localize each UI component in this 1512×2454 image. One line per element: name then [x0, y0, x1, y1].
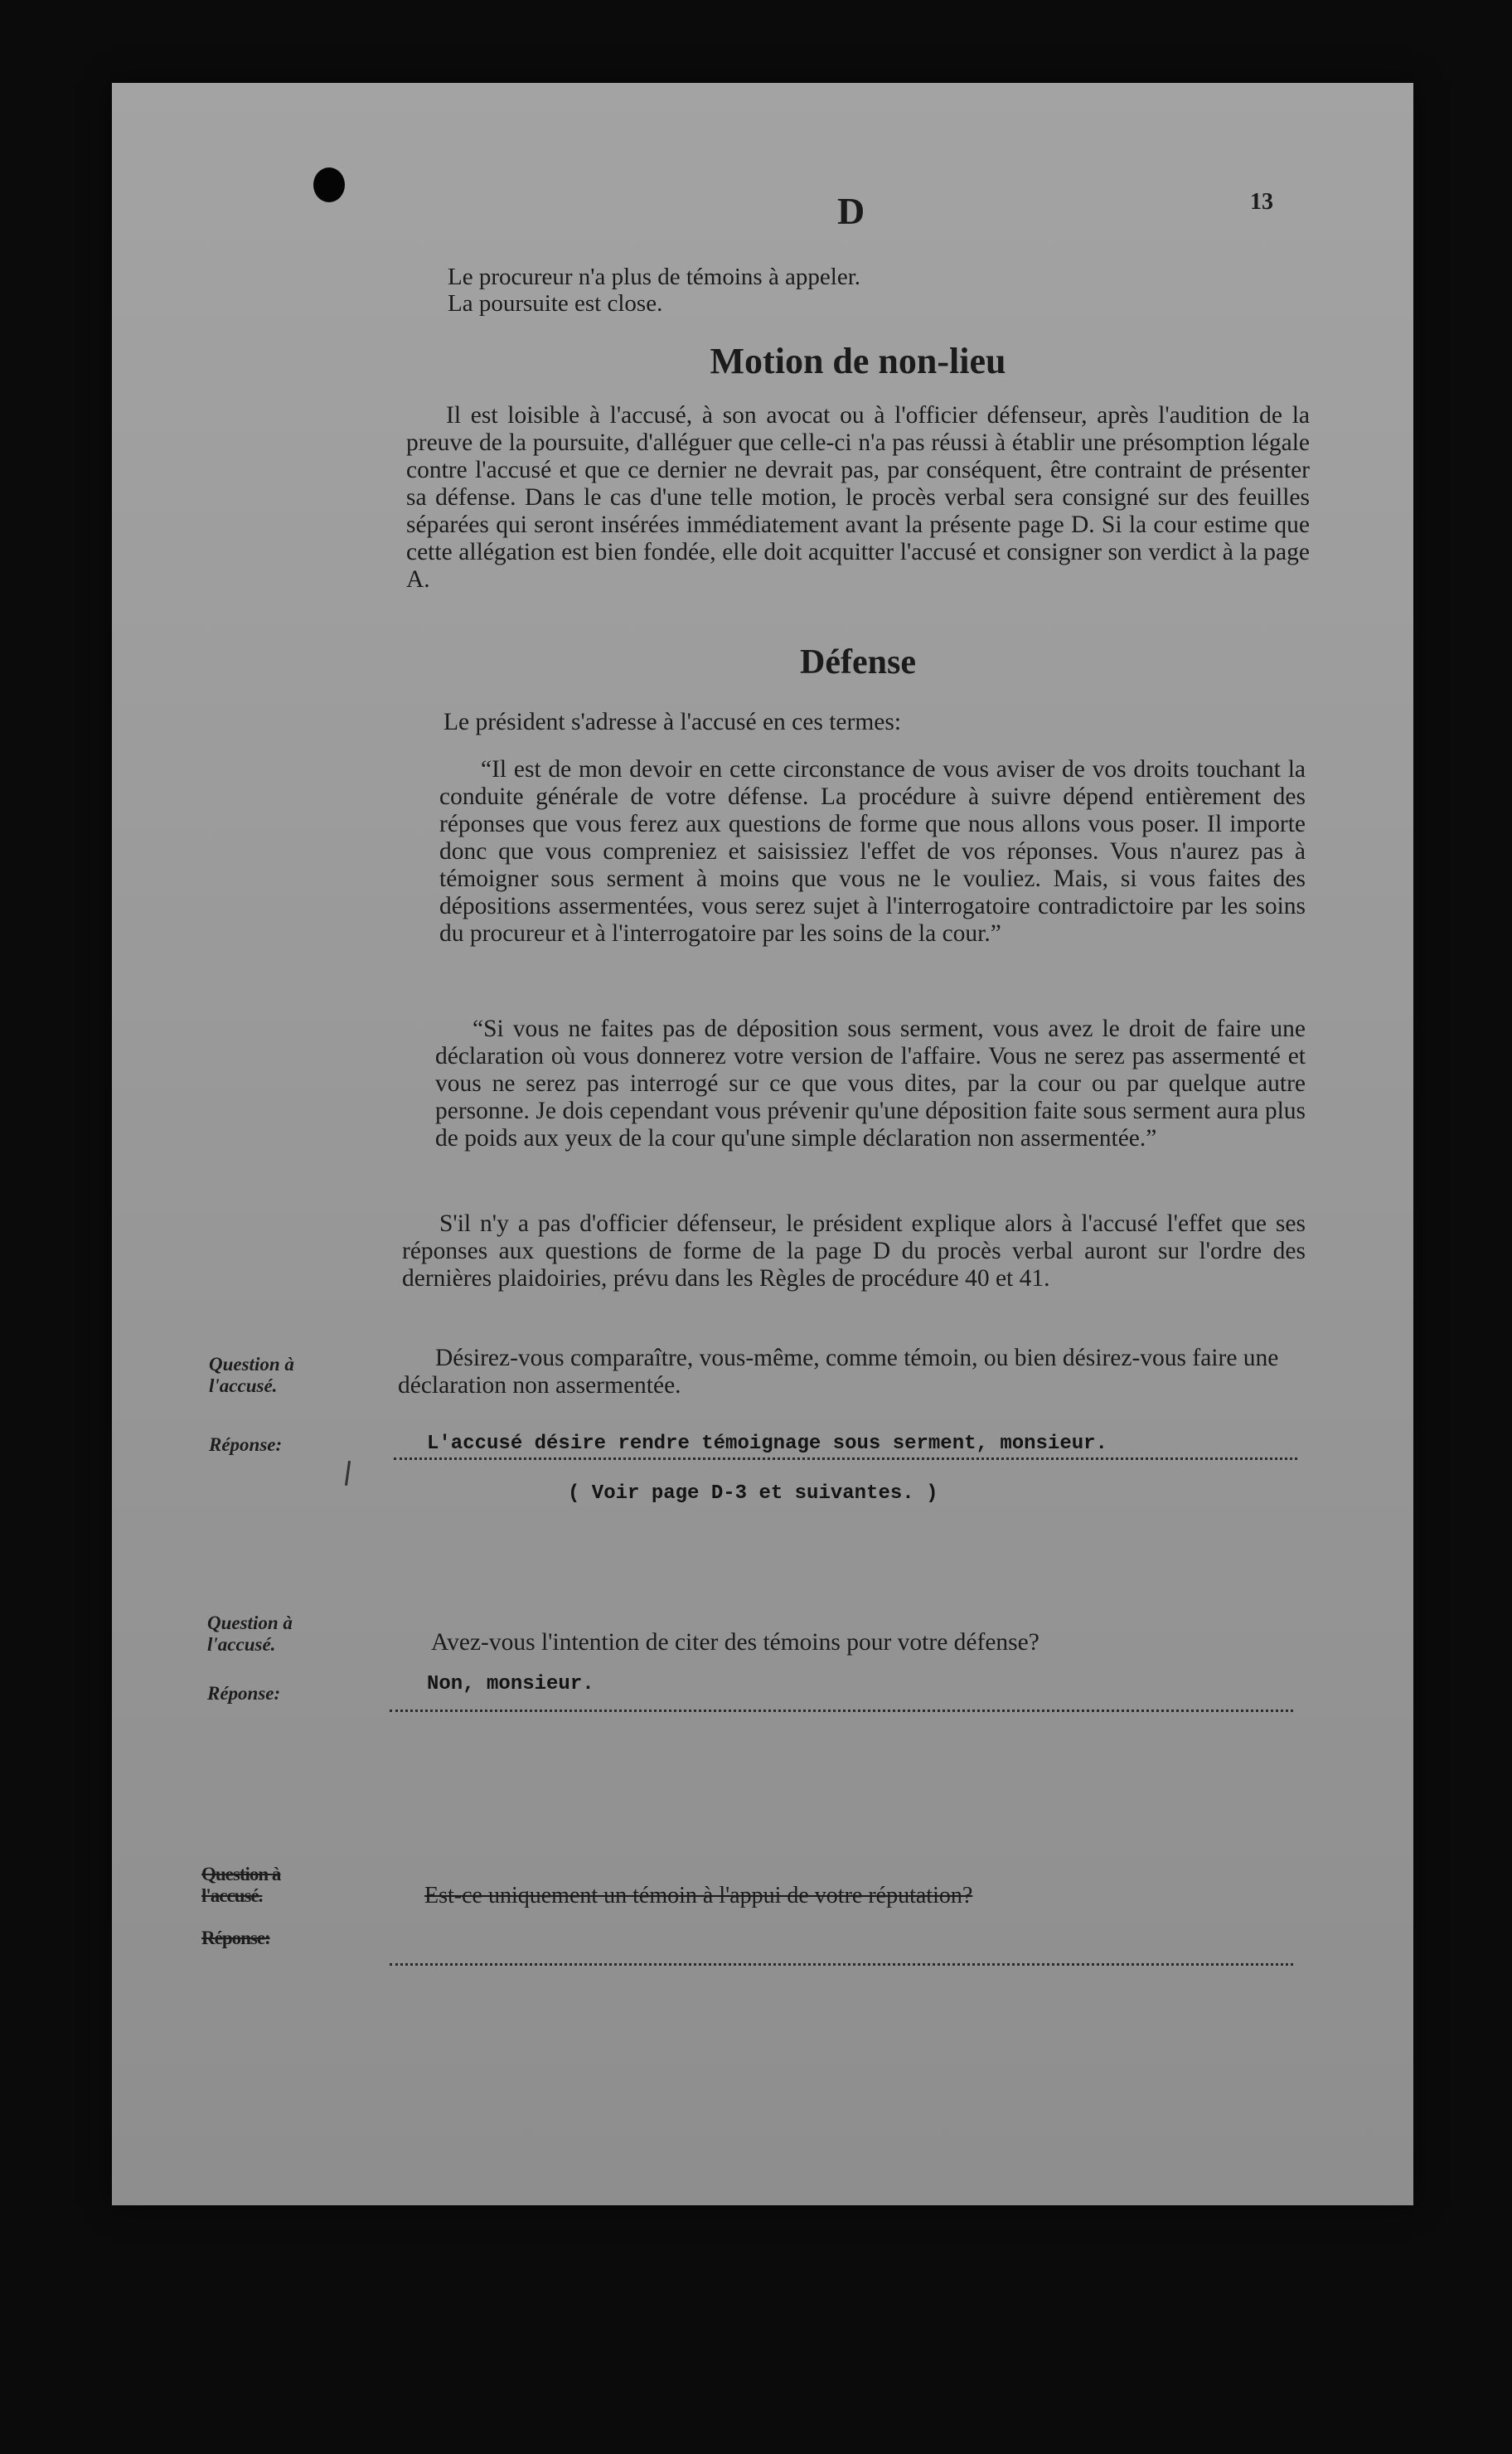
answer-line-2	[390, 1710, 1293, 1712]
president-intro: Le président s'adresse à l'accusé en ces termes:	[443, 709, 902, 735]
answer-2: Non, monsieur.	[427, 1673, 594, 1695]
answer-line-1	[394, 1457, 1297, 1460]
answer-1-note: ( Voir page D-3 et suivantes. )	[568, 1482, 938, 1505]
motion-paragraph: Il est loisible à l'accusé, à son avocat ou à l'officier défenseur, après l'audition de la preuve de la poursuite, d'alléguer que celle-ci n'a pas réussi à établir une présomption légale contre l'accusé et que ce dernier ne devrait pas, par conséquent, être contraint de présenter sa défense. Dans le cas d'une telle motion, le procès verbal sera consigné sur des feuilles séparées qui seront insérées immédiatement avant la présente page D. Si la cour estime que cette allégation est bien fondée, elle doit acquitter l'accusé et consigner son verdict à la page A.	[406, 402, 1310, 593]
motion-heading: Motion de non-lieu	[710, 341, 1006, 381]
president-quote-2: “Si vous ne faites pas de déposition sous serment, vous avez le droit de faire une déclaration où vous donnerez votre version de l'affaire. Vous ne serez pas assermenté et vous ne serez pas interrogé sur ce que vous dites, par la cour ou par quelque autre personne. Je dois cependant vous prévenir qu'une déposition faite sous serment aura plus de poids aux yeux de la cour qu'une simple déclaration non assermentée.”	[435, 1016, 1306, 1152]
intro-line-1: Le procureur n'a plus de témoins à appeler.	[448, 264, 861, 290]
section-letter: D	[837, 190, 865, 232]
intro-block	[448, 264, 1194, 317]
page-number: 13	[1250, 189, 1273, 215]
punch-hole	[313, 167, 345, 202]
side-label-question-1: Question à l'accusé.	[209, 1354, 294, 1396]
side-label-answer-3-struck: Réponse:	[201, 1928, 270, 1948]
side-label-question-2: Question à l'accusé.	[207, 1613, 293, 1655]
defense-heading: Défense	[800, 643, 916, 681]
side-label-question-3-struck: Question à l'accusé.	[201, 1864, 281, 1906]
question-2: Avez-vous l'intention de citer des témoins pour votre défense?	[431, 1629, 1040, 1656]
question-3-struck: Est-ce uniquement un témoin à l'appui de votre réputation?	[424, 1883, 973, 1908]
president-quote-1: “Il est de mon devoir en cette circonstance de vous aviser de vos droits touchant la conduite générale de votre défense. La procédure à suivre dépend entièrement des réponses que vous ferez aux questions de forme que nous allons vous poser. Il importe donc que vous compreniez et saisissiez l'effet de vos réponses. Vous n'aurez pas à témoigner sous serment à moins que vous ne le vouliez. Mais, si vous faites des dépositions assermentées, vous serez sujet à l'interrogatoire contradictoire par les soins du procureur et à l'interrogatoire par les soins de la cour.”	[439, 756, 1306, 947]
question-1: Désirez-vous comparaître, vous-même, comme témoin, ou bien désirez-vous faire une déclaration non assermentée.	[398, 1345, 1279, 1399]
defense-note: S'il n'y a pas d'officier défenseur, le président explique alors à l'accusé l'effet que ses réponses aux questions de forme de la page D du procès verbal auront sur l'ordre des dernières plaidoiries, prévu dans les Règles de procédure 40 et 41.	[402, 1210, 1306, 1292]
side-label-answer-2: Réponse:	[207, 1683, 281, 1704]
side-label-answer-1: Réponse:	[209, 1434, 283, 1455]
answer-1: L'accusé désire rendre témoignage sous serment, monsieur.	[427, 1433, 1107, 1455]
answer-line-3	[390, 1963, 1293, 1966]
intro-line-2: La poursuite est close.	[448, 290, 663, 317]
